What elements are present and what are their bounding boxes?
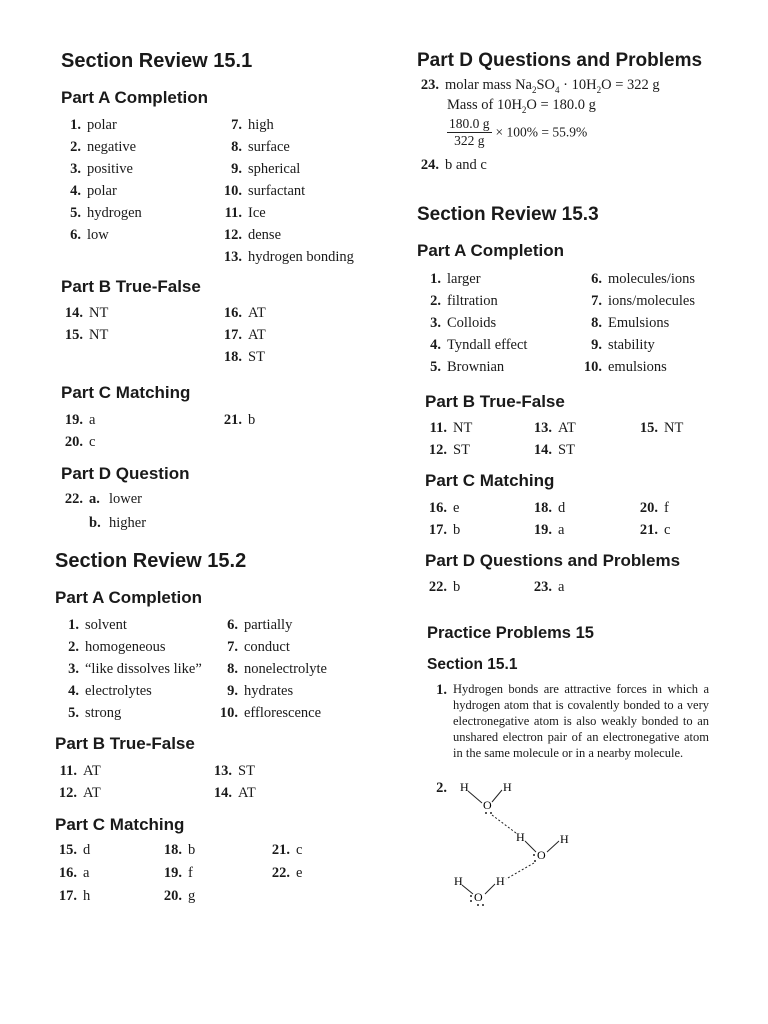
answer-number: 10.	[583, 359, 602, 375]
answer-value: larger	[447, 271, 481, 287]
answer-item	[61, 224, 142, 246]
answer-item	[578, 312, 695, 334]
answer-item	[530, 417, 576, 439]
answer-item	[61, 409, 95, 431]
fraction-numerator: 180.0 g	[449, 116, 490, 131]
sr153-part-d-title: Part D Questions and Problems	[425, 551, 681, 570]
answer-number: 19.	[533, 522, 552, 538]
sr153-part-d-col2	[530, 576, 564, 598]
answer-item	[218, 346, 266, 368]
answer-number: 2.	[430, 293, 441, 309]
answer-value: surface	[248, 139, 290, 155]
sr153-part-a-col1	[421, 268, 527, 378]
answer-number: 4.	[430, 337, 441, 353]
answer-number: 3.	[70, 161, 81, 177]
answer-number: 17.	[58, 888, 77, 904]
sr151-part-a-col2	[218, 114, 354, 268]
answer-number: 15.	[639, 420, 658, 436]
answer-number: 11.	[59, 763, 77, 779]
answer-number: 7.	[591, 293, 602, 309]
answer-value: a	[83, 865, 90, 881]
answer-value: Tyndall effect	[447, 337, 528, 353]
answer-value: AT	[83, 785, 101, 801]
answer-number: 2.	[70, 139, 81, 155]
answer-value: NT	[89, 327, 109, 343]
answer-number: 15.	[64, 327, 83, 343]
answer-item	[421, 312, 527, 334]
answer-number: 13.	[223, 249, 242, 265]
answer-number: 23.	[533, 579, 552, 595]
sr152-part-a-col2	[214, 614, 327, 724]
answer-item	[59, 614, 202, 636]
fraction-result: × 100% = 55.9%	[495, 124, 588, 140]
answer-number: 2.	[68, 639, 79, 655]
answer-item	[59, 636, 202, 658]
answer-item	[61, 302, 108, 324]
answer-item	[214, 702, 327, 724]
sr151-q22-b: b. higher	[89, 515, 147, 531]
section-review-15-2-title: Section Review 15.2	[55, 550, 247, 572]
answer-value: c	[664, 522, 671, 538]
answer-item	[160, 862, 195, 885]
sr151-part-c-title: Part C Matching	[61, 383, 191, 402]
lone-pair-dot	[470, 895, 472, 897]
answer-item	[425, 417, 472, 439]
answer-item	[268, 839, 302, 862]
lone-pair-dot	[534, 860, 536, 862]
sr153-part-c-col2	[530, 497, 565, 541]
sr152-part-a-title: Part A Completion	[55, 588, 203, 607]
answer-value: c	[89, 434, 96, 450]
answer-number: 13.	[213, 763, 232, 779]
answer-number: 1.	[430, 271, 441, 287]
sr152-part-b-col2	[210, 760, 256, 804]
sr151-part-b-col2	[218, 302, 266, 368]
answer-item	[214, 658, 327, 680]
answer-number: 14.	[64, 305, 83, 321]
answer-item	[55, 760, 101, 782]
answer-value: AT	[248, 305, 266, 321]
answer-item	[59, 658, 202, 680]
answer-item	[55, 782, 101, 804]
sr152-part-b-title: Part B True-False	[55, 734, 195, 753]
practice-section-title: Section 15.1	[427, 656, 518, 673]
answer-value: f	[664, 500, 669, 516]
sr152-part-b-col1	[55, 760, 101, 804]
lone-pair-dot	[485, 812, 487, 814]
sr152-part-c-col3	[268, 839, 302, 885]
answer-item	[218, 224, 354, 246]
sr151-part-b-col1	[61, 302, 108, 346]
answer-value: e	[296, 865, 303, 881]
answer-value: negative	[87, 139, 137, 155]
answer-number: 18.	[163, 842, 182, 858]
answer-value: a	[558, 522, 565, 538]
answer-item	[61, 136, 142, 158]
answer-value: efflorescence	[244, 705, 322, 721]
answer-item	[530, 497, 565, 519]
answer-item	[578, 356, 695, 378]
p1-answer-text: Hydrogen bonds are attractive forces in which a hydrogen atom that is covalently bonded to a very electronegative atom is also weakly bonded to an unshared electron pair of an electronegative atom in the same molecule or in a nearby molecule.	[453, 682, 709, 760]
answer-number: 16.	[58, 865, 77, 881]
atom-o: O	[483, 798, 492, 812]
answer-value: a	[89, 412, 96, 428]
answer-value: low	[87, 227, 109, 243]
answer-number: 20.	[163, 888, 182, 904]
atom-h: H	[503, 780, 512, 794]
answer-item	[55, 862, 90, 885]
sr153-part-b-col2	[530, 417, 576, 461]
answer-number: 6.	[591, 271, 602, 287]
answer-value: NT	[89, 305, 109, 321]
answer-number: 8.	[591, 315, 602, 331]
bond	[462, 885, 473, 894]
answer-value: dense	[248, 227, 282, 243]
answer-number: 9.	[227, 683, 238, 699]
answer-number: 7.	[227, 639, 238, 655]
lone-pair-dot	[490, 812, 492, 814]
answer-item	[210, 782, 256, 804]
answer-number: 3.	[68, 661, 79, 677]
sr153-part-d-col1	[425, 576, 460, 598]
answer-item	[218, 202, 354, 224]
answer-number: 4.	[70, 183, 81, 199]
answer-value: polar	[87, 183, 117, 199]
answer-number: 17.	[428, 522, 447, 538]
answer-number: 9.	[231, 161, 242, 177]
answer-number: 5.	[430, 359, 441, 375]
answer-item	[218, 246, 354, 268]
answer-value: conduct	[244, 639, 290, 655]
answer-item	[530, 439, 576, 461]
sr153-part-c-col1	[425, 497, 460, 541]
answer-value: NT	[664, 420, 684, 436]
q23-line1: 23. molar mass $Na_2SO_4 \cdot 10H_2O = 322$ g	[420, 77, 660, 95]
bond	[492, 790, 502, 802]
sr151-part-c-col1	[61, 409, 95, 453]
answer-value: a	[558, 579, 565, 595]
answer-number: 8.	[231, 139, 242, 155]
answer-number: 6.	[70, 227, 81, 243]
answer-item	[214, 614, 327, 636]
answer-value: h	[83, 888, 91, 904]
answer-value: “like dissolves like”	[85, 661, 202, 677]
answer-number: 22.	[271, 865, 290, 881]
answer-value: hydrogen bonding	[248, 249, 354, 265]
answer-item	[636, 497, 670, 519]
answer-number: 5.	[68, 705, 79, 721]
sr153-part-b-col3	[636, 417, 683, 439]
atom-h: H	[496, 874, 505, 888]
answer-value: ST	[558, 442, 575, 458]
answer-number: 10.	[223, 183, 242, 199]
hydrogen-bond	[492, 815, 516, 833]
answer-number: 11.	[224, 205, 242, 221]
atom-h: H	[454, 874, 463, 888]
answer-item	[61, 202, 142, 224]
lone-pair-dot	[477, 904, 479, 906]
answer-value: emulsions	[608, 359, 667, 375]
answer-item	[61, 324, 108, 346]
answer-item	[61, 114, 142, 136]
answer-item	[160, 839, 195, 862]
lone-pair-dot	[533, 854, 535, 856]
atom-o: O	[537, 848, 546, 862]
answer-value: d	[83, 842, 91, 858]
answer-item	[218, 180, 354, 202]
answer-number: 20.	[64, 434, 83, 450]
answer-value: electrolytes	[85, 683, 152, 699]
answer-value: b	[453, 522, 461, 538]
answer-item	[218, 409, 255, 431]
answer-value: molecules/ions	[608, 271, 695, 287]
answer-item	[218, 114, 354, 136]
sr152-part-a-col1	[59, 614, 202, 724]
answer-item	[421, 356, 527, 378]
answer-value: e	[453, 500, 460, 516]
answer-number: 11.	[429, 420, 447, 436]
answer-item	[578, 268, 695, 290]
answer-item	[214, 636, 327, 658]
atom-h: H	[560, 832, 569, 846]
section-review-15-3-title: Section Review 15.3	[417, 204, 599, 225]
answer-value: ST	[248, 349, 265, 365]
answer-value: b	[248, 412, 256, 428]
answer-number: 8.	[227, 661, 238, 677]
answer-number: 10.	[219, 705, 238, 721]
sr153-part-a-col2	[578, 268, 695, 378]
answer-item	[421, 334, 527, 356]
answer-value: hydrates	[244, 683, 294, 699]
answer-number: 22.	[428, 579, 447, 595]
answer-number: 9.	[591, 337, 602, 353]
answer-number: 21.	[639, 522, 658, 538]
answer-value: surfactant	[248, 183, 306, 199]
p1-number: 1.	[436, 682, 447, 698]
answer-item	[530, 519, 565, 541]
hydrogen-bond-diagram	[440, 775, 590, 910]
answer-value: ST	[238, 763, 255, 779]
atom-o: O	[474, 890, 483, 904]
sr153-part-c-title: Part C Matching	[425, 471, 555, 490]
answer-value: high	[248, 117, 274, 133]
bond	[525, 841, 536, 852]
answer-item	[218, 324, 266, 346]
answer-item	[578, 290, 695, 312]
answer-value: strong	[85, 705, 122, 721]
answer-number: 17.	[223, 327, 242, 343]
q23-line2: Mass of $10H_2O = 180.0$ g	[447, 97, 596, 115]
answer-item	[636, 417, 683, 439]
answer-value: nonelectrolyte	[244, 661, 327, 677]
sr153-part-b-title: Part B True-False	[425, 392, 565, 411]
answer-value: Ice	[248, 205, 266, 221]
answer-number: 21.	[271, 842, 290, 858]
fraction	[447, 116, 492, 149]
answer-number: 1.	[68, 617, 79, 633]
fraction-denominator: 322 g	[454, 133, 485, 148]
answer-item	[160, 885, 195, 908]
sr152-part-c-title: Part C Matching	[55, 815, 185, 834]
answer-item	[55, 839, 90, 862]
answer-value: d	[558, 500, 566, 516]
q23-fraction-line	[447, 116, 587, 149]
sr153-part-a-title: Part A Completion	[417, 241, 565, 260]
answer-number: 12.	[428, 442, 447, 458]
p2-number: 2.	[436, 780, 447, 796]
answer-item	[59, 702, 202, 724]
answer-number: 12.	[223, 227, 242, 243]
sr151-part-c-col2	[218, 409, 255, 431]
answer-value: Emulsions	[608, 315, 670, 331]
answer-item	[218, 158, 354, 180]
answer-item	[636, 519, 670, 541]
answer-item	[218, 136, 354, 158]
sr151-q22-a: 22. a. lower	[64, 491, 143, 507]
answer-number: 3.	[430, 315, 441, 331]
answer-number: 20.	[639, 500, 658, 516]
answer-value: AT	[558, 420, 576, 436]
answer-value: hydrogen	[87, 205, 142, 221]
sr151-part-d-title: Part D Question	[61, 464, 190, 483]
answer-number: 13.	[533, 420, 552, 436]
answer-item	[421, 290, 527, 312]
answer-value: partially	[244, 617, 293, 633]
bond	[468, 791, 482, 803]
answer-value: ST	[453, 442, 470, 458]
answer-number: 4.	[68, 683, 79, 699]
answer-value: spherical	[248, 161, 301, 177]
answer-number: 5.	[70, 205, 81, 221]
answer-item	[61, 431, 95, 453]
answer-value: AT	[83, 763, 101, 779]
answer-number: 7.	[231, 117, 242, 133]
sr151-part-a-title: Part A Completion	[61, 88, 209, 107]
answer-value: Brownian	[447, 359, 505, 375]
sr153-part-b-col1	[425, 417, 472, 461]
hydrogen-bond	[506, 863, 534, 879]
answer-number: 19.	[64, 412, 83, 428]
bond	[547, 841, 559, 852]
lone-pair-dot	[470, 900, 472, 902]
answer-item	[210, 760, 256, 782]
sr151-part-a-col1	[61, 114, 142, 246]
answer-item	[425, 519, 460, 541]
answer-number: 16.	[428, 500, 447, 516]
answer-number: 6.	[227, 617, 238, 633]
lone-pair-dot	[482, 904, 484, 906]
atom-h: H	[460, 780, 469, 794]
answer-number: 14.	[213, 785, 232, 801]
answer-number: 16.	[223, 305, 242, 321]
answer-value: AT	[238, 785, 256, 801]
answer-number: 14.	[533, 442, 552, 458]
answer-item	[218, 302, 266, 324]
answer-item	[61, 158, 142, 180]
answer-value: filtration	[447, 293, 498, 309]
answer-value: solvent	[85, 617, 127, 633]
sr153-part-c-col3	[636, 497, 670, 541]
answer-number: 1.	[70, 117, 81, 133]
answer-number: 19.	[163, 865, 182, 881]
answer-item	[578, 334, 695, 356]
answer-value: b	[453, 579, 461, 595]
sr152-part-c-col2	[160, 839, 195, 908]
answer-item	[214, 680, 327, 702]
answer-item	[425, 439, 472, 461]
q24: 24. b and c	[420, 157, 487, 173]
answer-item	[268, 862, 302, 885]
answer-number: 15.	[58, 842, 77, 858]
sr151-part-b-title: Part B True-False	[61, 277, 201, 296]
practice-problems-title: Practice Problems 15	[427, 624, 594, 642]
answer-item	[55, 885, 90, 908]
answer-value: g	[188, 888, 196, 904]
answer-item	[59, 680, 202, 702]
bond	[485, 884, 495, 894]
answer-value: f	[188, 865, 193, 881]
answer-value: c	[296, 842, 303, 858]
section-review-15-1-title: Section Review 15.1	[61, 50, 253, 72]
answer-value: NT	[453, 420, 473, 436]
answer-number: 18.	[223, 349, 242, 365]
answer-value: stability	[608, 337, 655, 353]
answer-number: 21.	[223, 412, 242, 428]
answer-value: positive	[87, 161, 133, 177]
answer-value: polar	[87, 117, 117, 133]
answer-item	[425, 497, 460, 519]
answer-item	[425, 576, 460, 598]
answer-number: 18.	[533, 500, 552, 516]
answer-number: 12.	[58, 785, 77, 801]
answer-value: homogeneous	[85, 639, 166, 655]
answer-item	[530, 576, 564, 598]
atom-h: H	[516, 830, 525, 844]
answer-value: b	[188, 842, 196, 858]
sr152-part-c-col1	[55, 839, 90, 908]
answer-value: Colloids	[447, 315, 497, 331]
answer-item	[421, 268, 527, 290]
answer-item	[61, 180, 142, 202]
answer-value: AT	[248, 327, 266, 343]
answer-value: ions/molecules	[608, 293, 695, 309]
sr151-part-d-qp-title: Part D Questions and Problems	[417, 50, 703, 71]
